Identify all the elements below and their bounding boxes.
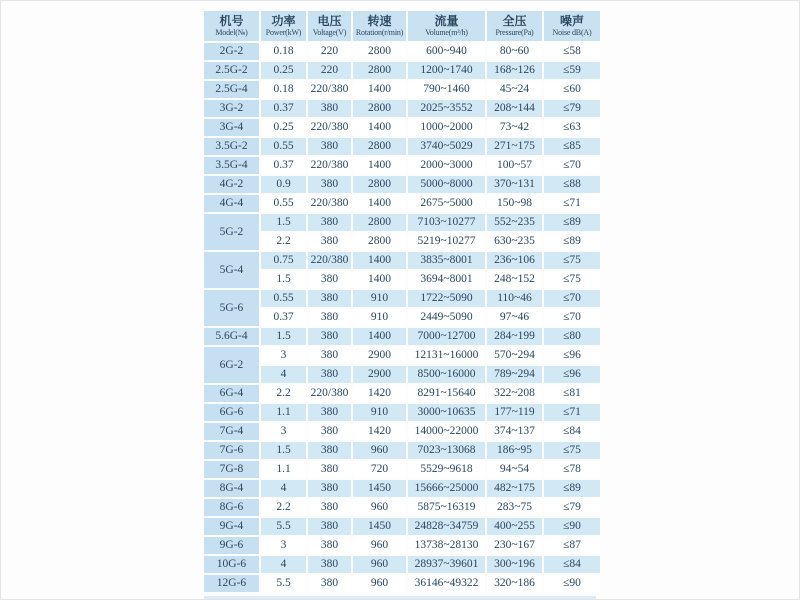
cell-voltage: 380 <box>308 404 351 421</box>
cell-voltage: 380 <box>308 100 351 117</box>
column-header-model-en: Model(№) <box>215 27 248 37</box>
cell-pressure: 482~175 <box>487 480 542 497</box>
column-header-noise-en: Noise dB(A) <box>552 27 592 37</box>
cell-model: 10G-6 <box>204 556 259 573</box>
cell-model: 2.5G-2 <box>204 62 259 79</box>
cell-noise: ≤79 <box>544 100 600 117</box>
cell-model: 7G-4 <box>204 423 259 440</box>
cell-rotation: 2800 <box>353 233 406 250</box>
column-header-pressure <box>487 11 542 41</box>
cell-model: 12G-6 <box>204 575 259 592</box>
column-header-model-zh: 机号 <box>219 13 244 28</box>
cell-rotation: 2800 <box>353 214 406 231</box>
table-row <box>204 138 600 155</box>
cell-voltage: 380 <box>308 366 351 383</box>
cell-rotation: 1450 <box>353 518 406 535</box>
cell-voltage: 380 <box>308 423 351 440</box>
cell-rotation: 1420 <box>353 385 406 402</box>
fan-spec-table <box>202 9 602 594</box>
cell-volume: 14000~22000 <box>408 423 485 440</box>
column-header-power-zh: 功率 <box>271 13 296 28</box>
cell-rotation: 960 <box>353 556 406 573</box>
table-body <box>204 43 600 592</box>
cell-noise: ≤88 <box>544 176 600 193</box>
cell-noise: ≤75 <box>544 442 600 459</box>
cell-noise: ≤90 <box>544 518 600 535</box>
cell-noise: ≤58 <box>544 43 600 60</box>
table-row <box>204 575 600 592</box>
table-row <box>204 480 600 497</box>
scan-cutoff-row-strip <box>204 596 596 599</box>
cell-model: 2.5G-4 <box>204 81 259 98</box>
cell-rotation: 2800 <box>353 100 406 117</box>
cell-voltage: 380 <box>308 328 351 345</box>
cell-power: 0.75 <box>261 252 306 269</box>
cell-rotation: 960 <box>353 442 406 459</box>
cell-rotation: 910 <box>353 309 406 326</box>
cell-noise: ≤89 <box>544 233 600 250</box>
cell-rotation: 960 <box>353 575 406 592</box>
cell-model: 5.6G-4 <box>204 328 259 345</box>
cell-volume: 3740~5029 <box>408 138 485 155</box>
cell-volume: 7103~10277 <box>408 214 485 231</box>
cell-power: 5.5 <box>261 575 306 592</box>
cell-noise: ≤70 <box>544 157 600 174</box>
table-row <box>204 195 600 212</box>
cell-volume: 2675~5000 <box>408 195 485 212</box>
cell-noise: ≤96 <box>544 347 600 364</box>
table-row <box>204 423 600 440</box>
column-header-volume-zh: 流量 <box>434 13 459 28</box>
cell-voltage: 380 <box>308 138 351 155</box>
cell-voltage: 220/380 <box>308 157 351 174</box>
cell-voltage: 380 <box>308 556 351 573</box>
cell-rotation: 1400 <box>353 81 406 98</box>
cell-pressure: 570~294 <box>487 347 542 364</box>
cell-rotation: 1400 <box>353 119 406 136</box>
cell-power: 0.25 <box>261 119 306 136</box>
column-header-power <box>261 11 306 41</box>
cell-noise: ≤75 <box>544 252 600 269</box>
header-row <box>204 11 600 41</box>
cell-pressure: 248~152 <box>487 271 542 288</box>
cell-power: 3 <box>261 423 306 440</box>
cell-model: 4G-2 <box>204 176 259 193</box>
cell-power: 1.5 <box>261 442 306 459</box>
cell-power: 0.37 <box>261 157 306 174</box>
cell-volume: 8291~15640 <box>408 385 485 402</box>
cell-volume: 2000~3000 <box>408 157 485 174</box>
cell-pressure: 97~46 <box>487 309 542 326</box>
cell-pressure: 100~57 <box>487 157 542 174</box>
table-row <box>204 290 600 307</box>
table-row <box>204 556 600 573</box>
cell-noise: ≤70 <box>544 290 600 307</box>
cell-model: 3G-4 <box>204 119 259 136</box>
cell-noise: ≤85 <box>544 138 600 155</box>
cell-volume: 1722~5090 <box>408 290 485 307</box>
cell-model: 8G-6 <box>204 499 259 516</box>
cell-power: 1.1 <box>261 461 306 478</box>
cell-pressure: 80~60 <box>487 43 542 60</box>
cell-rotation: 960 <box>353 537 406 554</box>
cell-model: 5G-6 <box>204 290 259 326</box>
cell-rotation: 2800 <box>353 138 406 155</box>
cell-voltage: 220/380 <box>308 252 351 269</box>
cell-noise: ≤78 <box>544 461 600 478</box>
cell-power: 2.2 <box>261 385 306 402</box>
table-row <box>204 119 600 136</box>
cell-volume: 7000~12700 <box>408 328 485 345</box>
cell-volume: 13738~28130 <box>408 537 485 554</box>
table-row <box>204 442 600 459</box>
cell-pressure: 208~144 <box>487 100 542 117</box>
cell-rotation: 2800 <box>353 62 406 79</box>
cell-voltage: 380 <box>308 575 351 592</box>
table-row <box>204 100 600 117</box>
cell-power: 1.1 <box>261 404 306 421</box>
table-row <box>204 461 600 478</box>
cell-model: 7G-8 <box>204 461 259 478</box>
cell-power: 1.5 <box>261 214 306 231</box>
table-row <box>204 252 600 269</box>
cell-voltage: 380 <box>308 499 351 516</box>
cell-noise: ≤63 <box>544 119 600 136</box>
cell-voltage: 380 <box>308 480 351 497</box>
cell-voltage: 380 <box>308 518 351 535</box>
cell-pressure: 94~54 <box>487 461 542 478</box>
cell-noise: ≤87 <box>544 537 600 554</box>
cell-rotation: 2900 <box>353 347 406 364</box>
cell-pressure: 370~131 <box>487 176 542 193</box>
table-row <box>204 62 600 79</box>
cell-power: 3 <box>261 347 306 364</box>
cell-volume: 790~1460 <box>408 81 485 98</box>
cell-voltage: 380 <box>308 347 351 364</box>
cell-power: 2.2 <box>261 233 306 250</box>
column-header-volume <box>408 11 485 41</box>
cell-volume: 7023~13068 <box>408 442 485 459</box>
cell-rotation: 1400 <box>353 328 406 345</box>
column-header-model <box>204 11 259 41</box>
cell-rotation: 2800 <box>353 43 406 60</box>
cell-noise: ≤75 <box>544 271 600 288</box>
cell-voltage: 220/380 <box>308 195 351 212</box>
cell-volume: 36146~49322 <box>408 575 485 592</box>
cell-voltage: 380 <box>308 537 351 554</box>
cell-pressure: 322~208 <box>487 385 542 402</box>
cell-rotation: 1400 <box>353 252 406 269</box>
cell-noise: ≤89 <box>544 214 600 231</box>
cell-power: 0.18 <box>261 81 306 98</box>
cell-rotation: 1420 <box>353 423 406 440</box>
cell-model: 6G-6 <box>204 404 259 421</box>
cell-pressure: 110~46 <box>487 290 542 307</box>
cell-model: 8G-4 <box>204 480 259 497</box>
cell-volume: 1000~2000 <box>408 119 485 136</box>
cell-rotation: 2900 <box>353 366 406 383</box>
cell-pressure: 73~42 <box>487 119 542 136</box>
cell-rotation: 1400 <box>353 271 406 288</box>
cell-voltage: 380 <box>308 233 351 250</box>
cell-power: 1.5 <box>261 271 306 288</box>
cell-voltage: 220/380 <box>308 81 351 98</box>
cell-pressure: 374~137 <box>487 423 542 440</box>
cell-pressure: 630~235 <box>487 233 542 250</box>
cell-power: 4 <box>261 366 306 383</box>
cell-rotation: 910 <box>353 404 406 421</box>
cell-volume: 2025~3552 <box>408 100 485 117</box>
cell-rotation: 1400 <box>353 195 406 212</box>
cell-power: 0.18 <box>261 43 306 60</box>
cell-voltage: 380 <box>308 442 351 459</box>
table-row <box>204 214 600 231</box>
column-header-pressure-en: Pressure(Pa) <box>495 27 534 37</box>
cell-voltage: 380 <box>308 290 351 307</box>
cell-volume: 5000~8000 <box>408 176 485 193</box>
table-row <box>204 309 600 326</box>
cell-power: 2.2 <box>261 499 306 516</box>
cell-noise: ≤89 <box>544 480 600 497</box>
cell-power: 0.37 <box>261 309 306 326</box>
column-header-rotation <box>353 11 406 41</box>
column-header-noise <box>544 11 600 41</box>
table-row <box>204 366 600 383</box>
cell-model: 4G-4 <box>204 195 259 212</box>
cell-pressure: 400~255 <box>487 518 542 535</box>
cell-pressure: 284~199 <box>487 328 542 345</box>
cell-volume: 3000~10635 <box>408 404 485 421</box>
table-row <box>204 499 600 516</box>
cell-noise: ≤60 <box>544 81 600 98</box>
table-row <box>204 404 600 421</box>
cell-pressure: 236~106 <box>487 252 542 269</box>
cell-volume: 3835~8001 <box>408 252 485 269</box>
column-header-noise-zh: 噪声 <box>559 13 584 28</box>
cell-power: 0.9 <box>261 176 306 193</box>
cell-rotation: 720 <box>353 461 406 478</box>
cell-power: 0.55 <box>261 195 306 212</box>
cell-noise: ≤96 <box>544 366 600 383</box>
cell-model: 5G-2 <box>204 214 259 250</box>
cell-volume: 15666~25000 <box>408 480 485 497</box>
cell-power: 0.55 <box>261 290 306 307</box>
cell-noise: ≤80 <box>544 328 600 345</box>
cell-noise: ≤71 <box>544 404 600 421</box>
table-row <box>204 233 600 250</box>
cell-voltage: 220/380 <box>308 385 351 402</box>
cell-noise: ≤81 <box>544 385 600 402</box>
cell-voltage: 380 <box>308 214 351 231</box>
cell-noise: ≤71 <box>544 195 600 212</box>
cell-voltage: 220/380 <box>308 119 351 136</box>
cell-model: 2G-2 <box>204 43 259 60</box>
cell-voltage: 220 <box>308 62 351 79</box>
cell-volume: 5529~9618 <box>408 461 485 478</box>
table-row <box>204 157 600 174</box>
cell-pressure: 230~167 <box>487 537 542 554</box>
cell-power: 4 <box>261 556 306 573</box>
cell-noise: ≤84 <box>544 423 600 440</box>
cell-pressure: 177~119 <box>487 404 542 421</box>
cell-voltage: 380 <box>308 271 351 288</box>
table-row <box>204 328 600 345</box>
cell-rotation: 1400 <box>353 157 406 174</box>
column-header-rotation-zh: 转速 <box>367 13 392 28</box>
cell-model: 9G-6 <box>204 537 259 554</box>
cell-pressure: 320~186 <box>487 575 542 592</box>
cell-noise: ≤79 <box>544 499 600 516</box>
cell-rotation: 910 <box>353 290 406 307</box>
cell-volume: 3694~8001 <box>408 271 485 288</box>
table-row <box>204 385 600 402</box>
cell-pressure: 552~235 <box>487 214 542 231</box>
table-row <box>204 518 600 535</box>
cell-model: 3.5G-4 <box>204 157 259 174</box>
cell-power: 5.5 <box>261 518 306 535</box>
column-header-voltage <box>308 11 351 41</box>
cell-power: 1.5 <box>261 328 306 345</box>
cell-pressure: 150~98 <box>487 195 542 212</box>
cell-noise: ≤59 <box>544 62 600 79</box>
cell-pressure: 271~175 <box>487 138 542 155</box>
cell-pressure: 45~24 <box>487 81 542 98</box>
cell-noise: ≤84 <box>544 556 600 573</box>
cell-noise: ≤70 <box>544 309 600 326</box>
table-row <box>204 43 600 60</box>
table-row <box>204 347 600 364</box>
cell-model: 9G-4 <box>204 518 259 535</box>
cell-volume: 2449~5090 <box>408 309 485 326</box>
table-row <box>204 537 600 554</box>
cell-volume: 1200~1740 <box>408 62 485 79</box>
cell-voltage: 380 <box>308 176 351 193</box>
cell-pressure: 168~126 <box>487 62 542 79</box>
column-header-voltage-en: Voltage(V) <box>312 27 347 37</box>
column-header-voltage-zh: 电压 <box>317 13 342 28</box>
column-header-volume-en: Volume(m³/h) <box>425 27 468 37</box>
cell-volume: 600~940 <box>408 43 485 60</box>
cell-pressure: 300~196 <box>487 556 542 573</box>
table-row <box>204 81 600 98</box>
table-row <box>204 271 600 288</box>
cell-volume: 5219~10277 <box>408 233 485 250</box>
cell-power: 0.55 <box>261 138 306 155</box>
cell-power: 3 <box>261 537 306 554</box>
cell-voltage: 380 <box>308 309 351 326</box>
cell-volume: 12131~16000 <box>408 347 485 364</box>
cell-model: 5G-4 <box>204 252 259 288</box>
cell-voltage: 220 <box>308 43 351 60</box>
cell-noise: ≤90 <box>544 575 600 592</box>
cell-model: 7G-6 <box>204 442 259 459</box>
cell-power: 4 <box>261 480 306 497</box>
table-header <box>204 11 600 41</box>
cell-rotation: 1450 <box>353 480 406 497</box>
cell-volume: 5875~16319 <box>408 499 485 516</box>
cell-rotation: 960 <box>353 499 406 516</box>
cell-model: 3G-2 <box>204 100 259 117</box>
cell-power: 0.37 <box>261 100 306 117</box>
cell-volume: 24828~34759 <box>408 518 485 535</box>
cell-pressure: 186~95 <box>487 442 542 459</box>
cell-model: 6G-4 <box>204 385 259 402</box>
cell-volume: 28937~39601 <box>408 556 485 573</box>
cell-pressure: 789~294 <box>487 366 542 383</box>
cell-volume: 8500~16000 <box>408 366 485 383</box>
cell-pressure: 283~75 <box>487 499 542 516</box>
cell-rotation: 2800 <box>353 176 406 193</box>
table-row <box>204 176 600 193</box>
column-header-rotation-en: Rotation(r/min) <box>355 27 404 37</box>
column-header-power-en: Power(kW) <box>265 27 302 37</box>
cell-power: 0.25 <box>261 62 306 79</box>
cell-model: 3.5G-2 <box>204 138 259 155</box>
cell-voltage: 380 <box>308 461 351 478</box>
column-header-pressure-zh: 全压 <box>502 13 527 28</box>
cell-model: 6G-2 <box>204 347 259 383</box>
